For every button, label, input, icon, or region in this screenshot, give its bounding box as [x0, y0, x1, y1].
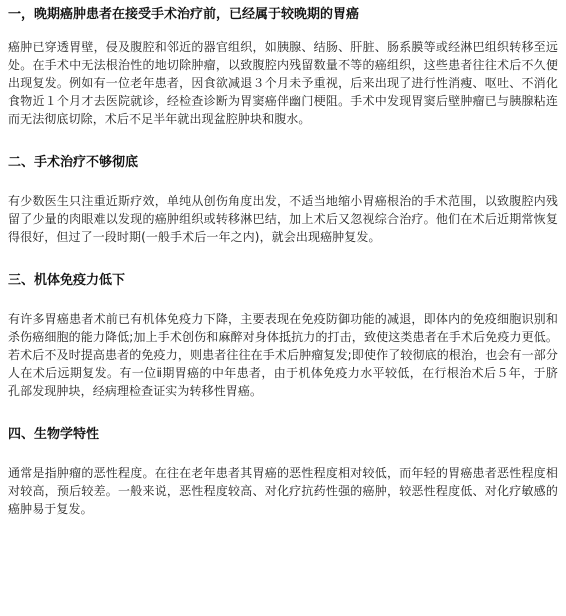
section-body-3: 有许多胃癌患者术前已有机体免疫力下降，主要表现在免疫防御功能的减退，即体内的免疫细胞识别和杀伤癌细胞的能力降低;加上手术创伤和麻醉对身体抵抗力的打击，致使这类患者在手术后免疫力更低。若术后不及时提高患者的免疫力，则患者往往在手术后肿瘤复发;即使作了较彻底的根治，也会有一部分人在术后远期复发。有一位ⅱ期胃癌的中年患者，由于机体免疫力水平较低，在行根治术后５年，于脐孔部发现肿块，经病理检查证实为转移性胃癌。: [8, 312, 558, 398]
section-heading-2: 二、手术治疗不够彻底: [8, 155, 139, 170]
section-body-2: 有少数医生只注重近斯疗效，单纯从创伤角度出发，不适当地缩小胃癌根治的手术范围，以致腹腔内残留了少量的肉眼难以发现的癌肿组织或转移淋巴结，加上术后又忽视综合治疗。他们在术后近期常恢复得很好，但过了一段时期(一般手术后一年之内)，就会出现癌肿复发。: [8, 194, 558, 244]
section-heading-4: 四、生物学特性: [8, 427, 100, 442]
section-body-4: 通常是指肿瘤的恶性程度。在往在老年患者其胃癌的恶性程度相对较低，而年轻的胃癌患者恶性程度相对较高，预后较差。一般来说，恶性程度较高、对化疗抗药性强的癌肿，较恶性程度低、对化疗敏感的癌肿易于复发。: [8, 466, 558, 516]
section-body-1: 癌肿已穿透胃壁，侵及腹腔和邻近的器官组织，如胰腺、结肠、肝脏、肠系膜等或经淋巴组织转移至远处。在手术中无法根治性的地切除肿瘤，以致腹腔内残留数量不等的癌组织，这些患者往往术后不久便出现复发。例如有一位老年患者，因食欲减退３个月未予重视，后来出现了进行性消瘦、呕吐、不消化食物近１个月才去医院就诊，经检查诊断为胃窦癌伴幽门梗阻。手术中发现胃窦后壁肿瘤已与胰腺粘连而无法彻底切除，术后不足半年就出现盆腔肿块和腹水。: [8, 40, 558, 126]
section-heading-3: 三、机体免疫力低下: [8, 273, 126, 288]
section-heading-1: 一，晚期癌肿患者在接受手术治疗前，已经属于较晚期的胃癌: [8, 7, 360, 22]
